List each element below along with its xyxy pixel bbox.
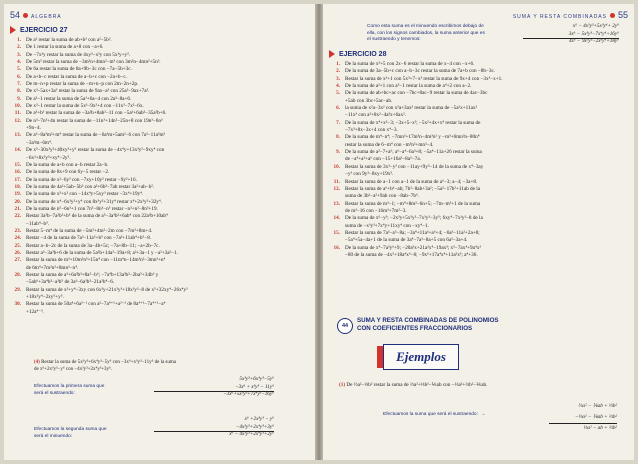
exercise-item bbox=[10, 250, 310, 257]
exercise-text: De la suma de 8x+9 con 6y−5 restar −2. bbox=[26, 169, 110, 176]
exercise-text: +12a⁴⁻³. bbox=[26, 308, 44, 315]
exercise-number: 5. bbox=[17, 66, 21, 73]
exercise-item bbox=[329, 76, 629, 83]
exercise-number: 13. bbox=[333, 200, 340, 207]
exercise-number: 17. bbox=[14, 176, 21, 183]
exercise-item bbox=[10, 162, 310, 169]
exercise-text: De la suma de ab+bc+ac con −7bc+8ac−9 restar la suma de 4ac−3bc bbox=[345, 90, 488, 97]
exercise-item bbox=[10, 88, 310, 95]
exercise-text: −11ab⁴−b⁵. bbox=[26, 220, 50, 227]
exercise-item bbox=[329, 112, 629, 119]
exercise-item bbox=[10, 132, 310, 139]
exercise-item bbox=[10, 228, 310, 235]
exercise-number: 14. bbox=[14, 147, 21, 154]
exercise-text: de −a⁴+a³+a⁶ con −15+16a³−8a⁵−7a. bbox=[345, 156, 421, 163]
exercise-item bbox=[10, 287, 310, 294]
exercise-text: −7x³+8x−3x+4 con x⁴−3. bbox=[345, 127, 398, 134]
exercise-text: De x³−5ax+3a³ restar la suma de 9ax−a³ con 25a²−9ax+7a³. bbox=[26, 88, 150, 95]
exercise-title: EJERCICIO 27 bbox=[10, 26, 67, 34]
exercise-text: De a² restar la suma de ab+b² con a²−5b². bbox=[26, 37, 112, 43]
sum-rule bbox=[154, 391, 274, 392]
exercise-text: De x⁵−30x²y²+40xy³+y⁵ restar la suma de −4x⁴y+13x³y²−9xy⁴ con bbox=[26, 147, 165, 154]
ejemplos-label: Ejemplos bbox=[383, 344, 459, 370]
exercise-item bbox=[329, 215, 629, 222]
red-dot-icon bbox=[610, 13, 615, 18]
page-number: 54 bbox=[10, 10, 21, 20]
exercise-text: De a³−1 restar la suma de 5a³+6a−4 con 2a³−8a+6. bbox=[26, 95, 132, 102]
exercise-number: 1. bbox=[336, 61, 340, 67]
exercise-number: 28. bbox=[14, 272, 21, 278]
example-step-note: Efectuamos la suma que será el sustraendo: → bbox=[383, 412, 486, 417]
exercise-number: 6. bbox=[17, 73, 21, 80]
exercise-item bbox=[10, 191, 310, 198]
exercise-number: 21. bbox=[14, 205, 21, 212]
exercise-list bbox=[10, 37, 310, 316]
exercise-item bbox=[10, 140, 310, 147]
exercise-text: Restar a³−3a²b+6 de la suma de 5a²b+14a²−19a+8; a²+3a−1 y −a²+3a²−1. bbox=[26, 249, 178, 256]
exercise-text: Restar la suma de 7a³−a⁵−8a; −3a⁴+11a³+a⁶+4; −6a³−11a²+2a+8; bbox=[345, 229, 480, 236]
exercise-number: 8. bbox=[336, 134, 340, 141]
intro-note: Como esta suma es el minuendo escribimos debajo de ella, con los signos cambiados, la suma anterior que es el sustraendo y tenemos: bbox=[367, 24, 485, 42]
exercise-number: 2. bbox=[17, 44, 21, 51]
exercise-item bbox=[329, 61, 629, 68]
exercise-item bbox=[10, 257, 310, 264]
exercise-list bbox=[329, 61, 629, 259]
exercise-text: −80 de la suma de −4x⁵+18a⁴x⁶−8; −9x⁶+17a⁴x⁴+11a³x³; a⁴+36. bbox=[345, 251, 478, 258]
exercise-item bbox=[329, 230, 629, 237]
exercise-number: 10. bbox=[333, 163, 340, 170]
exercise-item bbox=[329, 201, 629, 208]
exercise-text: +9n−4. bbox=[26, 125, 41, 132]
exercise-text: De la suma de x²−6y³ con −7xy+10y² restar −9y³+16. bbox=[26, 176, 137, 183]
exercise-item bbox=[329, 156, 629, 163]
left-page bbox=[4, 4, 315, 460]
exercise-text: Restar a−b−2c de la suma de 3a−4b+5c; −7a+8b−11; −a+2b−7c. bbox=[26, 242, 160, 249]
exercise-text: De 6a restar la suma de 8a+9b−3c con −7a−5b+3c. bbox=[26, 66, 132, 73]
exercise-number: 3. bbox=[336, 75, 340, 82]
exercise-item bbox=[329, 90, 629, 97]
exercise-item bbox=[329, 164, 629, 171]
example-statement: (4) Restar la suma de 5x³y³+6x⁴y³−5y⁶ con −3x⁶+x³y³−11y⁶ de la suma de x⁶+2x³y³−y⁶ con −4x³y³+2x⁴y³+3y⁶. bbox=[34, 360, 176, 372]
example-rows: ⅔a² − ⅙ab + ⅓b² −⅓a² − ⅙ab + ⅔b² ⅓a² − ab + ⅔b² bbox=[575, 403, 617, 431]
exercise-text: −11x³ con a³+8x²−4a²x+6ax². bbox=[345, 112, 406, 119]
sum-rule bbox=[549, 423, 617, 424]
exercise-number: 7. bbox=[336, 119, 340, 126]
exercise-text: De la suma de n⁵−6n³+1 con 7n⁵−8n³−n⁵ restar −n³+n²−8n³+19. bbox=[26, 205, 158, 212]
exercise-text: De a⁶−8a³m²+m⁴ restar la suma de −6a³m+5am²−6 con 7a³−11a²m³ bbox=[26, 132, 166, 139]
exercise-number: 10. bbox=[14, 103, 21, 110]
exercise-item bbox=[329, 193, 629, 200]
exercise-text: −6x³+8x²y³+xy⁴−2y⁵. bbox=[26, 154, 71, 161]
exercise-number: 9. bbox=[17, 95, 21, 102]
exercise-item bbox=[329, 83, 629, 90]
exercise-item bbox=[10, 279, 310, 286]
exercise-text: +5ab con 3bc+5ac−ab. bbox=[345, 97, 393, 104]
exercise-item bbox=[329, 134, 629, 141]
exercise-text: De la suma de x³+5 con 2x−6 restar la suma de x−4 con −x+6. bbox=[345, 61, 475, 67]
exercise-number: 7. bbox=[17, 81, 21, 88]
exercise-text: De a³+b³ restar la suma de −3a²b+8ab²−11 con −5a³+6ab²−35a²b+6. bbox=[26, 110, 167, 117]
exercise-text: Restar la suma de x³+1 con 5x³+7−x³ restar la suma de 9x+4 con −3x³−x+1. bbox=[345, 75, 503, 82]
exercise-item bbox=[10, 199, 310, 206]
exercise-text: De la suma de x⁴+x²−3; −3x+5−x³; −5x²+4x+x⁴ restar la suma de bbox=[345, 119, 481, 126]
exercise-text: De la suma de a²−7+a⁶; a⁶−a⁴−6a³+8; −5a⁴−11a+26 restar la suma bbox=[345, 149, 482, 156]
exercise-text: De la suma de a+b con a−b restar 2a−b. bbox=[26, 161, 109, 168]
exercise-number: 19. bbox=[14, 191, 21, 198]
exercise-text: Restar la suma de 50a⁴+6a²⁻¹ con a²−7a⁴⁺¹+a²⁻³ de 8a⁴⁺¹−7a⁴⁺¹−a⁴ bbox=[26, 301, 166, 308]
exercise-number: 15. bbox=[14, 161, 21, 168]
exercise-item bbox=[329, 237, 629, 244]
exercise-item bbox=[10, 81, 310, 88]
exercise-item bbox=[10, 243, 310, 250]
exercise-number: 25. bbox=[14, 242, 21, 249]
exercise-number: 22. bbox=[14, 213, 21, 220]
exercise-text: De la suma de x⁴−6x³y²+y⁴ con 8x³y²+31y⁴ restar x⁴+2x³y²+32y⁴. bbox=[26, 198, 163, 205]
triangle-bullet-icon bbox=[10, 26, 16, 34]
exercise-item bbox=[10, 155, 310, 162]
exercise-text: De n³−7n³+4n restar la suma de −11n³+14n²−25n+8 con 19n³−6n³ bbox=[26, 117, 163, 124]
exercise-number: 24. bbox=[14, 235, 21, 242]
exercise-number: 14. bbox=[333, 215, 340, 222]
right-page bbox=[323, 4, 634, 460]
sum-rule bbox=[523, 38, 619, 39]
exercise-number: 29. bbox=[14, 286, 21, 293]
exercise-item bbox=[329, 142, 629, 149]
section-header: ALGEBRA bbox=[31, 14, 62, 20]
exercise-text: +18x²y⁴−2xy⁵+y⁵. bbox=[26, 294, 64, 301]
exercise-item bbox=[10, 147, 310, 154]
example-step2-rows: x⁶ +2x³y³ − y⁶ −4x³y³+2x⁴y³+3y⁶ x⁶ − 4x³y³+2x⁴y³+2y⁶ bbox=[229, 416, 274, 437]
exercise-number: 2. bbox=[336, 68, 340, 75]
exercise-text: De x³−1 restar la suma de 5x³−9x²+4 con −11x³−7x²−6x. bbox=[26, 103, 144, 110]
exercise-item bbox=[10, 66, 310, 73]
exercise-number: 11. bbox=[333, 178, 340, 185]
right-page-header bbox=[513, 10, 628, 20]
exercise-text: De la suma de x⁴−7a³y⁶+9; −20a³x+21a²x⁴−19ax³; x⁵−7ax⁴+9a⁴x³ bbox=[345, 244, 481, 251]
exercise-text: De la suma de a²+1 con a⁵−1 restar la suma de a⁴+2 con a−2. bbox=[345, 83, 472, 90]
exercise-item bbox=[329, 127, 629, 134]
exercise-text: de m³−16 con −16m³+7m²−3. bbox=[345, 207, 407, 214]
exercise-text: suma de −x³y³+7x⁴y+11xy⁴ con −xy⁴−1. bbox=[345, 222, 429, 229]
exercise-item bbox=[10, 52, 310, 59]
exercise-number: 16. bbox=[14, 169, 21, 176]
exercise-text: −3a³m−6m⁴. bbox=[26, 139, 53, 146]
section-number-badge: 44 bbox=[337, 318, 353, 334]
exercise-text: Restar la suma de 3x³−y³ con −11ay+9y³−14 de la suma de x⁴−3ay bbox=[345, 163, 484, 170]
exercise-item bbox=[10, 272, 310, 279]
exercise-text: Restar la suma de m³+10m²n³+15n⁴ con −11m⁴n−14m³n²−3mn³+n⁴ bbox=[26, 257, 166, 264]
exercise-text: Restar la suma de m³−1; −m⁴+8m²−6n+5; −7m−m³+1 de la suma bbox=[345, 200, 481, 207]
red-dot-icon bbox=[23, 13, 28, 18]
exercise-item bbox=[10, 265, 310, 272]
exercise-number: 6. bbox=[336, 105, 340, 112]
exercise-text: De la suma de 3a−5b+c con a−b−3c restar la suma de 7a+b con −8b−3c. bbox=[345, 68, 496, 75]
exercise-item bbox=[10, 221, 310, 228]
exercise-item bbox=[10, 103, 310, 110]
exercise-title: EJERCICIO 28 bbox=[329, 50, 386, 58]
exercise-item bbox=[329, 179, 629, 186]
exercise-item bbox=[10, 213, 310, 220]
exercise-item bbox=[10, 294, 310, 301]
example-step1-rows: 5x³y³+6x⁴y³−5y⁶ −3x⁶ + x³y³ − 11y⁶ −3x⁶+5x³y³+7x⁴y³−16y⁶ bbox=[223, 376, 274, 397]
page-number: 55 bbox=[617, 10, 628, 20]
exercise-item bbox=[329, 223, 629, 230]
left-page-header bbox=[10, 10, 62, 20]
exercise-item bbox=[329, 149, 629, 156]
exercise-text: −5a⁴+5a−4a+1 de la suma de 3a⁴−7a³−8a+5 con 6a³−3a+4. bbox=[345, 237, 468, 244]
exercise-item bbox=[10, 44, 310, 51]
exercise-item bbox=[10, 301, 310, 308]
exercise-text: De la suma de x³+x² con −14x⁴y+5xy³ restar −3x⁴+19y⁴. bbox=[26, 191, 144, 198]
exercise-number: 30. bbox=[14, 301, 21, 308]
exercise-item bbox=[329, 120, 629, 127]
exercise-item bbox=[10, 309, 310, 316]
exercise-text: Restar −4 de la suma de 7a³−11a⁵+b⁵ con −7a³+11ab⁴+b⁵−8. bbox=[26, 235, 152, 242]
exercise-item bbox=[329, 68, 629, 75]
example-step2-note: Efectuamos la segunda suma que será el minuendo: bbox=[34, 427, 107, 439]
section-title: SUMA Y RESTA COMBINADAS DE POLINOMIOS CON COEFICIENTES FRACCIONARIOS bbox=[357, 317, 499, 332]
exercise-item bbox=[10, 177, 310, 184]
exercise-number: 4. bbox=[336, 83, 340, 90]
exercise-item bbox=[10, 235, 310, 242]
exercise-text: Restar 5−m⁴ de la suma de −5m³+4m²−2m con −7m³+8m+4. bbox=[26, 227, 153, 234]
exercise-number: 15. bbox=[333, 229, 340, 236]
exercise-text: la suma de x²a−3x² con x³a+3ax² restar la suma de −5a²x+11ax² bbox=[345, 105, 478, 112]
exercise-number: 5. bbox=[336, 90, 340, 97]
example-statement: (1) De ½a²−⅓b² restar la suma de ⅔a²+⅓b²−⅙ab con −⅓a²+⅔b²−⅙ab. bbox=[339, 382, 488, 388]
exercise-text: de 6m⁴+7m³n²+8mn³−n⁴. bbox=[26, 264, 79, 271]
exercise-number: 27. bbox=[14, 257, 21, 264]
exercise-item bbox=[329, 245, 629, 252]
exercise-text: De a+b−c restar la suma de a−b+c con −2a+b−c. bbox=[26, 73, 127, 80]
exercise-text: De m−n+p restar la suma de −m+n−p con 2m−2n+2p. bbox=[26, 81, 139, 88]
book-gutter bbox=[315, 4, 323, 460]
exercise-text: De la suma de m⁴−n⁴; −7mn³+17m³n−4m³n² y −m³+6mn³n−80n⁴ bbox=[345, 134, 480, 141]
exercise-number: 18. bbox=[14, 183, 21, 190]
exercise-number: 26. bbox=[14, 249, 21, 256]
exercise-item bbox=[10, 206, 310, 213]
exercise-item bbox=[10, 125, 310, 132]
exercise-text: Restar la suma de a−1 con a−1 de la suma de a⁶−3; a−4; −3a+8. bbox=[345, 178, 478, 185]
exercise-text: De 5m³ restar la suma de −3m²n+4mn²−m³ con 3m²n−4mn²+5n³. bbox=[26, 59, 161, 66]
exercise-number: 1. bbox=[17, 37, 21, 43]
example-step1-note: Efectuamos la primera suma que será el sustraendo: bbox=[34, 384, 105, 396]
exercise-item bbox=[10, 74, 310, 81]
exercise-number: 11. bbox=[14, 110, 21, 117]
exercise-item bbox=[10, 169, 310, 176]
exercise-item bbox=[10, 118, 310, 125]
exercise-number: 23. bbox=[14, 227, 21, 234]
exercise-number: 3. bbox=[17, 51, 21, 58]
exercise-item bbox=[10, 96, 310, 103]
exercise-text: restar la suma de 6−m⁴ con −m³n²+mn³−4. bbox=[345, 141, 434, 148]
exercise-item bbox=[10, 37, 310, 44]
exercise-item bbox=[329, 171, 629, 178]
exercise-number: 16. bbox=[333, 244, 340, 251]
exercise-item bbox=[329, 208, 629, 215]
exercise-number: 20. bbox=[14, 198, 21, 205]
exercise-item bbox=[10, 59, 310, 66]
exercise-text: De 1 restar la suma de a+8 con −a+6. bbox=[26, 44, 104, 51]
exercise-item bbox=[329, 105, 629, 112]
exercise-text: Restar la suma de x²+y⁴−3xy con 6x³y+21x²y³+18x²y³−8 de x⁵+32xy⁴−26x⁴y² bbox=[26, 286, 188, 293]
exercise-item bbox=[10, 184, 310, 191]
exercise-text: De −7x³y restar la suma de 4xy³−x²y con 5x³y+y³. bbox=[26, 51, 130, 58]
exercise-text: suma de 3b²−a²+9ab con −8ab−7b⁶. bbox=[345, 193, 420, 200]
exercise-number: 9. bbox=[336, 149, 340, 156]
exercise-number: 8. bbox=[17, 88, 21, 95]
exercise-number: 13. bbox=[14, 132, 21, 139]
exercise-text: −5ab⁶+3a⁴b³−a³b⁵ de 3a⁶−6a³b³−21a²b⁴−6. bbox=[26, 279, 115, 286]
triangle-bullet-icon bbox=[329, 50, 335, 58]
exercise-item bbox=[10, 110, 310, 117]
intro-rows: x⁶ − 4x³y³+5x³y⁴+ 2y⁶ 3x⁶ − 5x³y³−7x⁴y⁴+16y⁶ 4x⁶ − 9x³y³−2x³y⁴+18y⁶ bbox=[568, 23, 619, 44]
exercise-text: Restar la suma de a⁶+b⁶−ab; 7b²−8ab+3a²; −5a²−17b²+11ab de la bbox=[345, 185, 480, 192]
exercise-number: 4. bbox=[17, 59, 21, 66]
section-header: SUMA Y RESTA COMBINADAS bbox=[512, 14, 607, 20]
sum-rule bbox=[154, 431, 274, 432]
exercise-text: De la suma de x⁶−y³; −2x³y+5x³y²−7x³y³−3y⁵; 6xy⁴−7x³y²−8 de la bbox=[345, 215, 483, 222]
exercise-item bbox=[329, 186, 629, 193]
exercise-text: −y³ con 9y³−8xy+19x³. bbox=[345, 171, 394, 178]
exercise-item bbox=[329, 98, 629, 105]
exercise-text: De la suma de 4a²+5ab−5b² con a²+6b²−7ab restar 3a²+ab−b². bbox=[26, 183, 155, 190]
exercise-number: 12. bbox=[333, 185, 340, 192]
exercise-item bbox=[329, 252, 629, 259]
exercise-text: Restar la suma de a⁵+6a³b³+8a⁵−b⁶; −7a⁴b+13a³b²−2ba⁵+34b⁶ y bbox=[26, 272, 159, 278]
exercise-text: Restar 3a³b−7a²b³+b⁵ de la suma de a⁵−3a³b²+6ab⁴ con 22a³b+10ab⁴ bbox=[26, 213, 168, 220]
exercise-number: 12. bbox=[14, 117, 21, 124]
